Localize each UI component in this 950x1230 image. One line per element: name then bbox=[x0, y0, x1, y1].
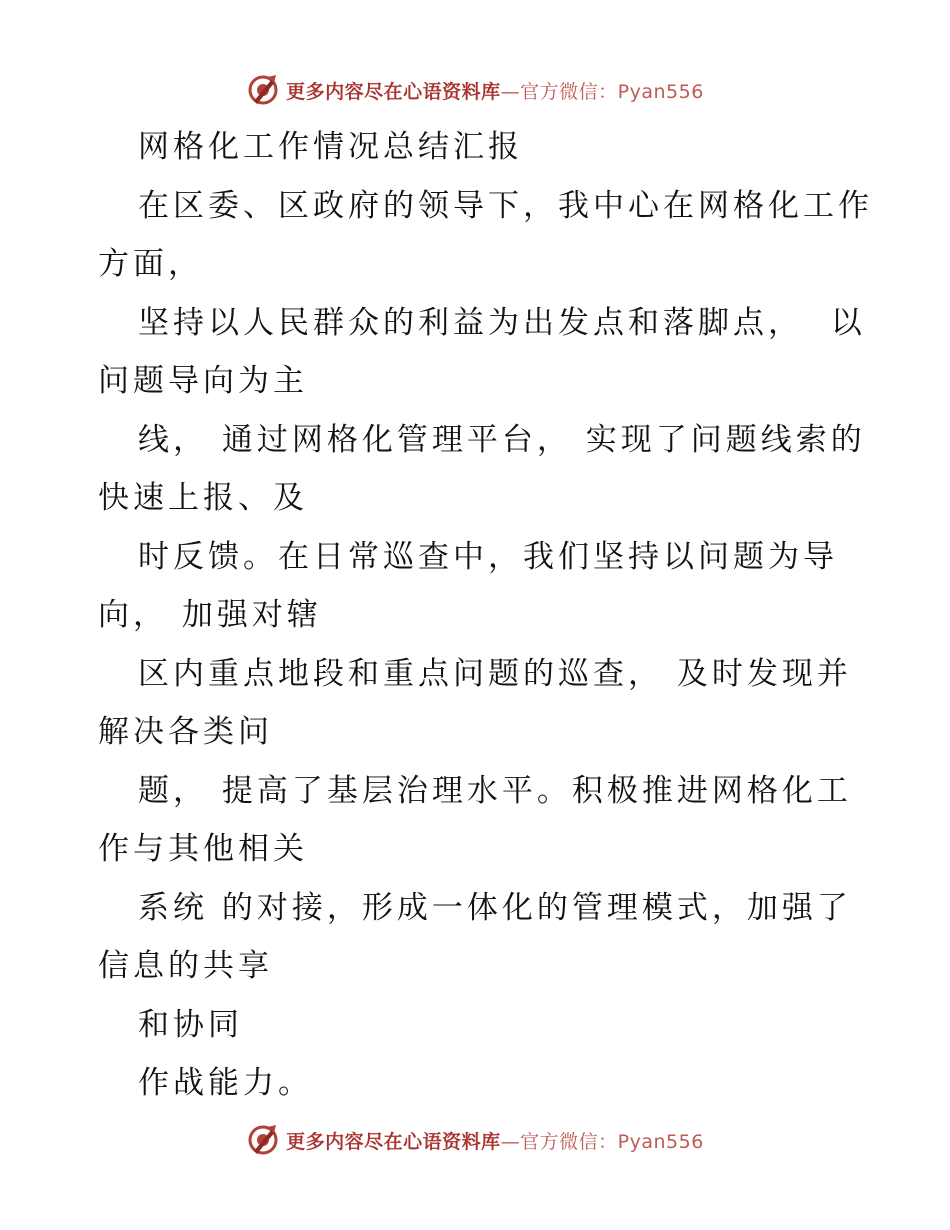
paragraph-line: 区内重点地段和重点问题的巡查， 及时发现并 bbox=[138, 655, 852, 692]
paragraph-line: 在区委、区政府的领导下，我中心在网格化工作 bbox=[138, 187, 873, 224]
header-banner bbox=[0, 70, 950, 110]
footer-banner-text bbox=[286, 1127, 704, 1154]
footer-banner bbox=[0, 1120, 950, 1160]
header-banner-contact: 官方微信：Pyan556 bbox=[520, 80, 704, 103]
paragraph-line: 向， 加强对辖 bbox=[98, 597, 322, 633]
footer-banner-contact: 官方微信：Pyan556 bbox=[520, 1130, 704, 1153]
header-banner-main: 更多内容尽在心语资料库 bbox=[286, 80, 501, 103]
paragraph-line: 坚持以人民群众的利益为出发点和落脚点， 以 bbox=[138, 304, 866, 341]
paragraph-line: 作与其他相关 bbox=[98, 831, 308, 867]
footer-banner-main: 更多内容尽在心语资料库 bbox=[286, 1130, 501, 1153]
paragraph-line: 和协同 bbox=[138, 1006, 243, 1043]
paragraph-line: 系统 的对接，形成一体化的管理模式，加强了 bbox=[138, 889, 852, 926]
quill-seal-icon bbox=[246, 73, 280, 107]
quill-seal-icon bbox=[246, 1123, 280, 1157]
paragraph-line: 信息的共享 bbox=[98, 948, 273, 984]
document-title: 网格化工作情况总结汇报 bbox=[138, 129, 523, 165]
paragraph-line: 时反馈。在日常巡查中，我们坚持以问题为导 bbox=[138, 538, 838, 575]
paragraph-line: 线， 通过网格化管理平台， 实现了问题线索的 bbox=[138, 421, 866, 458]
paragraph-line: 作战能力。 bbox=[138, 1065, 313, 1101]
document-body bbox=[98, 118, 873, 1113]
header-banner-sep: — bbox=[500, 80, 521, 103]
footer-banner-sep: — bbox=[500, 1130, 521, 1153]
header-banner-text bbox=[286, 77, 704, 104]
paragraph-line: 问题导向为主 bbox=[98, 363, 308, 399]
paragraph-line: 题， 提高了基层治理水平。积极推进网格化工 bbox=[138, 772, 852, 809]
paragraph-line: 方面， bbox=[98, 246, 203, 282]
paragraph-line: 快速上报、及 bbox=[98, 480, 308, 516]
paragraph-line: 解决各类问 bbox=[98, 714, 273, 750]
